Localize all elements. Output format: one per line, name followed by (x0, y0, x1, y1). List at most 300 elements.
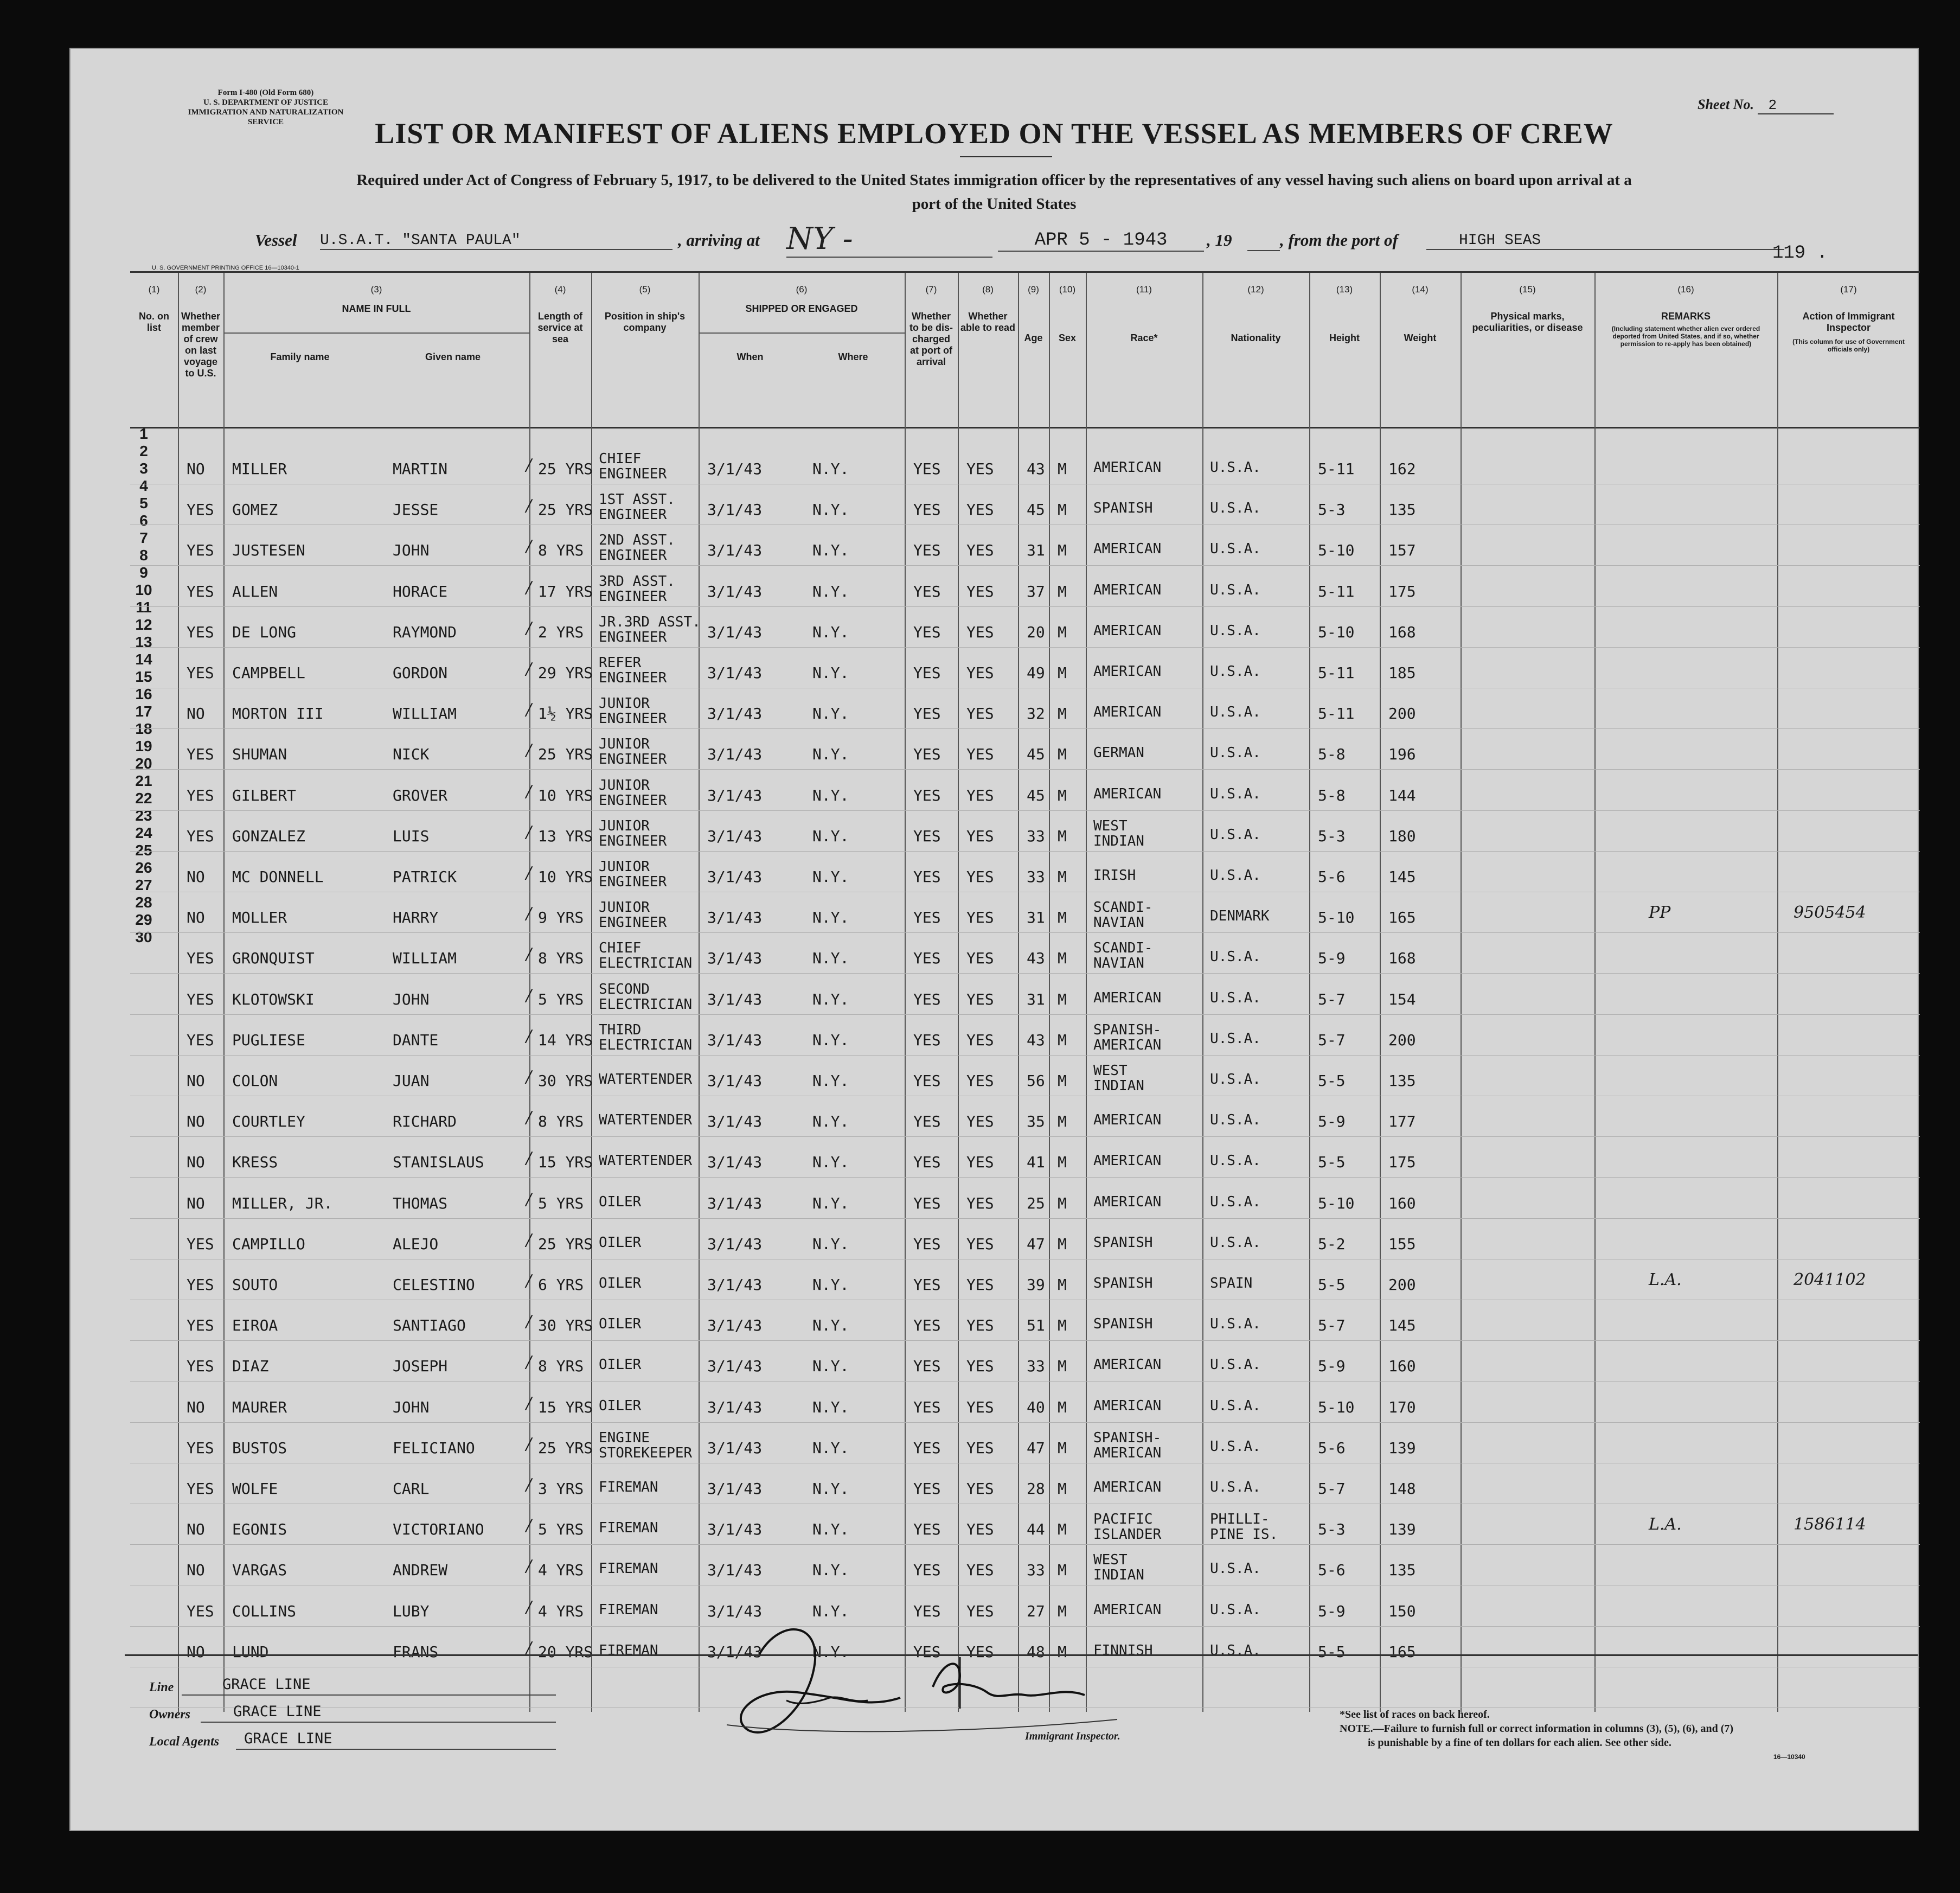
sex-value: M (1058, 868, 1067, 886)
discharged-value: YES (913, 1602, 941, 1620)
discharged-value: YES (913, 460, 941, 478)
given-name: THOMAS (393, 1194, 448, 1212)
discharged-value: YES (913, 664, 941, 682)
prev-voyage-value: YES (187, 623, 214, 641)
column-divider (699, 273, 700, 427)
weight-value: 200 (1388, 705, 1416, 722)
weight-value: 200 (1388, 1031, 1416, 1049)
ruled-line (130, 1055, 1920, 1056)
remarks-note: (Including statement whether alien ever ordered deported from United States, and if so, whether permission to re-apply has been obtained) (1611, 325, 1760, 348)
service-check-mark: / (526, 986, 532, 1005)
shipped-when: 3/1/43 (707, 705, 763, 722)
race-value-line1: AMERICAN (1093, 1112, 1162, 1128)
weight-value: 196 (1388, 745, 1416, 763)
weight-value: 168 (1388, 949, 1416, 967)
given-name: FRANS (393, 1643, 439, 1661)
given-name: RAYMOND (393, 623, 457, 641)
sex-value: M (1058, 1194, 1067, 1212)
column-divider (1380, 425, 1381, 1712)
age-value: 37 (1027, 583, 1045, 600)
service-check-mark: / (526, 1231, 532, 1250)
read-value: YES (966, 1194, 994, 1212)
ruled-line (130, 810, 1920, 811)
race-value-line1: AMERICAN (1093, 1357, 1162, 1373)
column-header-name-in-full: NAME IN FULL (342, 303, 411, 314)
race-value-line1: AMERICAN (1093, 623, 1162, 639)
shipped-where: N.Y. (812, 1072, 849, 1090)
service-length: 1½ YRS (538, 705, 593, 722)
ruled-line (130, 1218, 1920, 1219)
shipped-when: 3/1/43 (707, 1439, 763, 1457)
age-value: 43 (1027, 460, 1045, 478)
nationality-value-line1: U.S.A. (1210, 541, 1261, 557)
age-value: 28 (1027, 1480, 1045, 1498)
service-check-mark: / (526, 578, 532, 597)
family-name: MILLER (232, 460, 287, 478)
service-check-mark: / (526, 1067, 532, 1086)
nationality-value-line1: U.S.A. (1210, 663, 1261, 680)
nationality-value-line1: U.S.A. (1210, 786, 1261, 802)
race-value-line1: SCANDI- (1093, 940, 1153, 956)
service-length: 6 YRS (538, 1276, 584, 1294)
height-value: 5-3 (1318, 501, 1346, 519)
vessel-line (255, 231, 297, 250)
read-value: YES (966, 827, 994, 845)
row-number: 3 (139, 460, 148, 477)
weight-value: 135 (1388, 1072, 1416, 1090)
weight-value: 165 (1388, 1643, 1416, 1661)
given-name-subhead: Given name (425, 351, 481, 362)
inspector-action-handwritten: 2041102 (1794, 1270, 1866, 1289)
shipped-where: N.Y. (812, 705, 849, 722)
vessel-name: U.S.A.T. "SANTA PAULA" (320, 232, 672, 250)
nationality-value-line1: U.S.A. (1210, 704, 1261, 720)
discharged-value: YES (913, 1357, 941, 1375)
position-value-line1: JUNIOR (599, 695, 650, 712)
service-length: 25 YRS (538, 1235, 593, 1253)
nationality-value-line1: U.S.A. (1210, 1316, 1261, 1332)
from-port-label: , from the port of (1280, 231, 1398, 250)
service-length: 5 YRS (538, 1520, 584, 1538)
shipped-when: 3/1/43 (707, 1643, 763, 1661)
row-number: 14 (135, 651, 152, 668)
position-value-line1: WATERTENDER (599, 1153, 693, 1169)
sex-value: M (1058, 541, 1067, 559)
row-number: 11 (136, 599, 152, 616)
discharged-value: YES (913, 1112, 941, 1130)
year-label: , 19 (1207, 231, 1232, 250)
column-header-discharged: Whether to be dis-charged at port of arrival (909, 311, 953, 367)
table-body (130, 425, 1920, 1712)
weight-value: 165 (1388, 909, 1416, 926)
service-check-mark: / (526, 1639, 532, 1658)
position-value-line1: JUNIOR (599, 777, 650, 794)
nationality-value-line1: U.S.A. (1210, 459, 1261, 476)
height-value: 5-7 (1318, 990, 1346, 1008)
position-value-line1: 1ST ASST. (599, 491, 675, 508)
race-value-line2: INDIAN (1093, 1078, 1144, 1094)
form-number: Form I-480 (Old Form 680) (217, 88, 314, 97)
read-value: YES (966, 1520, 994, 1538)
family-name: MC DONNELL (232, 868, 324, 886)
shipped-when: 3/1/43 (707, 868, 763, 886)
position-value-line2: ENGINEER (599, 792, 667, 809)
column-header-age: Age (1024, 332, 1043, 343)
column-divider (529, 273, 530, 427)
department: U. S. DEPARTMENT OF JUSTICE (203, 98, 329, 107)
discharged-value: YES (913, 705, 941, 722)
read-value: YES (966, 1561, 994, 1579)
nationality-value-line1: U.S.A. (1210, 1398, 1261, 1414)
row-number: 5 (139, 495, 148, 511)
position-value-line2: ENGINEER (599, 874, 667, 890)
nationality-value-line1: U.S.A. (1210, 1194, 1261, 1210)
read-value: YES (966, 909, 994, 926)
shipped-where: N.Y. (812, 1031, 849, 1049)
height-value: 5-3 (1318, 1520, 1346, 1538)
race-value-line1: SPANISH- (1093, 1022, 1162, 1038)
position-value-line1: REFER (599, 655, 642, 671)
shipped-when: 3/1/43 (707, 745, 763, 763)
height-value: 5-5 (1318, 1072, 1346, 1090)
nationality-value-line1: U.S.A. (1210, 1438, 1261, 1455)
service-length: 30 YRS (538, 1072, 593, 1090)
sex-value: M (1058, 1112, 1067, 1130)
height-value: 5-10 (1318, 1194, 1355, 1212)
given-name: LUIS (393, 827, 430, 845)
column-number: (2) (195, 284, 207, 295)
manifest-sheet (69, 48, 1919, 1831)
prev-voyage-value: YES (187, 1357, 214, 1375)
nationality-value-line2: PINE IS. (1210, 1526, 1278, 1543)
read-value: YES (966, 1480, 994, 1498)
sex-value: M (1058, 501, 1067, 519)
service-check-mark: / (526, 1475, 532, 1494)
ruled-line (130, 565, 1920, 566)
prev-voyage-value: NO (187, 1072, 205, 1090)
sex-value: M (1058, 1235, 1067, 1253)
height-value: 5-11 (1318, 583, 1355, 600)
line-value: GRACE LINE (222, 1676, 311, 1693)
read-value: YES (966, 786, 994, 804)
age-value: 31 (1027, 990, 1045, 1008)
position-value-line1: FIREMAN (599, 1602, 658, 1618)
prev-voyage-value: NO (187, 1153, 205, 1171)
read-value: YES (966, 583, 994, 600)
given-name: JOSEPH (393, 1357, 448, 1375)
position-value-line2: ENGINEER (599, 914, 667, 931)
ruled-line (130, 728, 1920, 729)
given-name: WILLIAM (393, 949, 457, 967)
weight-value: 177 (1388, 1112, 1416, 1130)
arrival-date-stamp: APR 5 - 1943 (998, 230, 1204, 252)
shipped-where: N.Y. (812, 541, 849, 559)
shipped-where: N.Y. (812, 1643, 849, 1661)
family-name: WOLFE (232, 1480, 278, 1498)
family-name: MAURER (232, 1398, 287, 1416)
age-value: 51 (1027, 1316, 1045, 1334)
given-name: MARTIN (393, 460, 448, 478)
family-name: GRONQUIST (232, 949, 315, 967)
nationality-value-line1: U.S.A. (1210, 1071, 1261, 1088)
family-name: GONZALEZ (232, 827, 305, 845)
column-number: (15) (1519, 284, 1536, 295)
row-number: 19 (135, 738, 152, 754)
position-value-line2: ENGINEER (599, 547, 667, 564)
weight-value: 160 (1388, 1194, 1416, 1212)
service-check-mark: / (526, 700, 532, 719)
service-length: 17 YRS (538, 583, 593, 600)
discharged-value: YES (913, 501, 941, 519)
family-name-subhead: Family name (270, 351, 330, 362)
service-length: 13 YRS (538, 827, 593, 845)
age-value: 45 (1027, 501, 1045, 519)
shipped-where: N.Y. (812, 949, 849, 967)
shipped-when: 3/1/43 (707, 1194, 763, 1212)
shipped-where: N.Y. (812, 1602, 849, 1620)
family-name: CAMPILLO (232, 1235, 305, 1253)
row-number: 13 (135, 634, 152, 650)
column-header-shipped-engaged: SHIPPED OR ENGAGED (745, 303, 858, 314)
race-value-line2: INDIAN (1093, 1567, 1144, 1583)
column-divider (1309, 425, 1310, 1712)
row-number: 4 (139, 477, 148, 494)
sex-value: M (1058, 623, 1067, 641)
column-divider (1380, 273, 1381, 427)
height-value: 5-6 (1318, 1439, 1346, 1457)
given-name: GROVER (393, 786, 448, 804)
service-check-mark: / (526, 1435, 532, 1454)
shipped-where: N.Y. (812, 1357, 849, 1375)
prev-voyage-value: YES (187, 1235, 214, 1253)
shipped-where: N.Y. (812, 1194, 849, 1212)
column-divider (958, 273, 959, 427)
column-number: (5) (639, 284, 651, 295)
given-name: ANDREW (393, 1561, 448, 1579)
race-value-line2: NAVIAN (1093, 955, 1144, 971)
read-value: YES (966, 1112, 994, 1130)
year-blank (1247, 250, 1280, 251)
height-value: 5-9 (1318, 949, 1346, 967)
title-underline (960, 156, 1052, 157)
read-value: YES (966, 1031, 994, 1049)
prev-voyage-value: YES (187, 1276, 214, 1294)
position-value-line2: ELECTRICIAN (599, 1037, 693, 1053)
race-value-line1: AMERICAN (1093, 459, 1162, 476)
height-value: 5-11 (1318, 460, 1355, 478)
read-value: YES (966, 1153, 994, 1171)
sheet-number: 2 (1758, 97, 1834, 114)
column-header-height: Height (1329, 332, 1360, 343)
family-name: BUSTOS (232, 1439, 287, 1457)
column-number: (17) (1840, 284, 1857, 295)
read-value: YES (966, 949, 994, 967)
position-value-line2: ENGINEER (599, 507, 667, 523)
service-check-mark: / (526, 904, 532, 923)
family-name: GILBERT (232, 786, 297, 804)
column-number: (4) (554, 284, 566, 295)
weight-value: 155 (1388, 1235, 1416, 1253)
sex-value: M (1058, 705, 1067, 722)
height-value: 5-10 (1318, 623, 1355, 641)
sex-value: M (1058, 1602, 1067, 1620)
service-check-mark: / (526, 619, 532, 638)
given-name: HORACE (393, 583, 448, 600)
agents-label: Local Agents (149, 1735, 220, 1749)
row-number: 22 (135, 790, 152, 807)
shipped-when: 3/1/43 (707, 990, 763, 1008)
service-check-mark: / (526, 1312, 532, 1331)
sex-value: M (1058, 949, 1067, 967)
row-number: 17 (135, 703, 152, 720)
discharged-value: YES (913, 745, 941, 763)
ruled-line (130, 1381, 1920, 1382)
position-value-line1: JUNIOR (599, 818, 650, 834)
ruled-line (130, 851, 1920, 852)
position-value-line1: FIREMAN (599, 1561, 658, 1577)
nationality-value-line1: U.S.A. (1210, 1235, 1261, 1251)
name-header-rule (223, 332, 529, 334)
column-header-no-on-list: No. on list (139, 311, 169, 333)
sheet-number-field (1698, 97, 1834, 114)
prev-voyage-value: NO (187, 1520, 205, 1538)
height-value: 5-9 (1318, 1112, 1346, 1130)
race-value-line1: AMERICAN (1093, 1153, 1162, 1169)
service-length: 25 YRS (538, 745, 593, 763)
column-header-nationality: Nationality (1231, 332, 1281, 343)
height-value: 5-9 (1318, 1357, 1346, 1375)
family-name: JUSTESEN (232, 541, 305, 559)
age-value: 45 (1027, 786, 1045, 804)
prev-voyage-value: NO (187, 1194, 205, 1212)
shipped-when: 3/1/43 (707, 664, 763, 682)
row-number: 8 (139, 547, 148, 564)
prev-voyage-value: YES (187, 786, 214, 804)
nationality-value-line1: U.S.A. (1210, 1357, 1261, 1373)
height-value: 5-7 (1318, 1480, 1346, 1498)
age-value: 32 (1027, 705, 1045, 722)
sex-value: M (1058, 664, 1067, 682)
family-name: COURTLEY (232, 1112, 305, 1130)
sheet-label: Sheet No. (1698, 97, 1754, 112)
column-header-length-of-service: Length of service at sea (537, 311, 583, 344)
service-length: 25 YRS (538, 1439, 593, 1457)
weight-value: 175 (1388, 583, 1416, 600)
prev-voyage-value: NO (187, 460, 205, 478)
race-value-line1: FINNISH (1093, 1642, 1153, 1659)
ruled-line (130, 1544, 1920, 1545)
service-check-mark: / (526, 1598, 532, 1617)
family-name: DE LONG (232, 623, 297, 641)
service-length: 5 YRS (538, 990, 584, 1008)
prev-voyage-value: NO (187, 1561, 205, 1579)
ruled-line (130, 647, 1920, 648)
family-name: ALLEN (232, 583, 278, 600)
column-header-sex: Sex (1058, 332, 1077, 343)
race-value-line1: AMERICAN (1093, 1602, 1162, 1618)
prev-voyage-value: YES (187, 745, 214, 763)
row-number: 16 (135, 686, 152, 702)
row-number: 28 (135, 894, 152, 911)
height-value: 5-3 (1318, 827, 1346, 845)
line-underline (182, 1694, 556, 1696)
shipped-where: N.Y. (812, 623, 849, 641)
column-number: (16) (1677, 284, 1694, 295)
race-value-line1: WEST (1093, 818, 1128, 834)
position-value-line2: ENGINEER (599, 466, 667, 482)
shipped-when: 3/1/43 (707, 1112, 763, 1130)
inspector-label: Immigrant Inspector. (1025, 1730, 1120, 1742)
nationality-value-line1: PHILLI- (1210, 1511, 1270, 1527)
prev-voyage-value: NO (187, 1643, 205, 1661)
service-check-mark: / (526, 660, 532, 679)
service-check-mark: / (526, 1149, 532, 1168)
shipped-where: N.Y. (812, 909, 849, 926)
weight-value: 160 (1388, 1357, 1416, 1375)
position-value-line1: OILER (599, 1275, 642, 1291)
sex-value: M (1058, 1398, 1067, 1416)
column-divider (1461, 273, 1462, 427)
family-name: COLON (232, 1072, 278, 1090)
service-length: 8 YRS (538, 949, 584, 967)
remarks-handwritten: L.A. (1649, 1515, 1682, 1534)
column-number: (7) (925, 284, 937, 295)
race-value-line1: IRISH (1093, 867, 1136, 884)
service-length: 29 YRS (538, 664, 593, 682)
age-value: 25 (1027, 1194, 1045, 1212)
column-divider (1049, 273, 1050, 427)
ruled-line (130, 1422, 1920, 1423)
position-value-line1: OILER (599, 1398, 642, 1414)
row-number: 27 (135, 877, 152, 893)
column-divider (1461, 425, 1462, 1712)
position-value-line2: ENGINEER (599, 751, 667, 768)
service-length: 25 YRS (538, 501, 593, 519)
given-name: VICTORIANO (393, 1520, 484, 1538)
shipped-when: 3/1/43 (707, 501, 763, 519)
discharged-value: YES (913, 1153, 941, 1171)
height-value: 5-8 (1318, 745, 1346, 763)
shipped-when: 3/1/43 (707, 1153, 763, 1171)
given-name: SANTIAGO (393, 1316, 466, 1334)
race-value-line2: AMERICAN (1093, 1445, 1162, 1461)
column-divider (591, 425, 592, 1712)
read-value: YES (966, 1276, 994, 1294)
prev-voyage-value: YES (187, 949, 214, 967)
shipped-when: 3/1/43 (707, 1480, 763, 1498)
nationality-value-line1: U.S.A. (1210, 623, 1261, 639)
service-check-mark: / (526, 456, 532, 475)
shipped-where: N.Y. (812, 460, 849, 478)
prev-voyage-value: NO (187, 1112, 205, 1130)
family-name: EGONIS (232, 1520, 287, 1538)
nationality-value-line1: U.S.A. (1210, 990, 1261, 1006)
service-check-mark: / (526, 1108, 532, 1127)
age-value: 33 (1027, 1357, 1045, 1375)
nationality-value-line1: U.S.A. (1210, 500, 1261, 516)
given-name: JOHN (393, 990, 430, 1008)
discharged-value: YES (913, 990, 941, 1008)
where-subhead: Where (838, 351, 868, 362)
weight-value: 135 (1388, 501, 1416, 519)
weight-value: 175 (1388, 1153, 1416, 1171)
shipped-when: 3/1/43 (707, 786, 763, 804)
sex-value: M (1058, 583, 1067, 600)
nationality-value-line1: U.S.A. (1210, 1153, 1261, 1169)
age-value: 49 (1027, 664, 1045, 682)
sex-value: M (1058, 1357, 1067, 1375)
weight-value: 200 (1388, 1276, 1416, 1294)
